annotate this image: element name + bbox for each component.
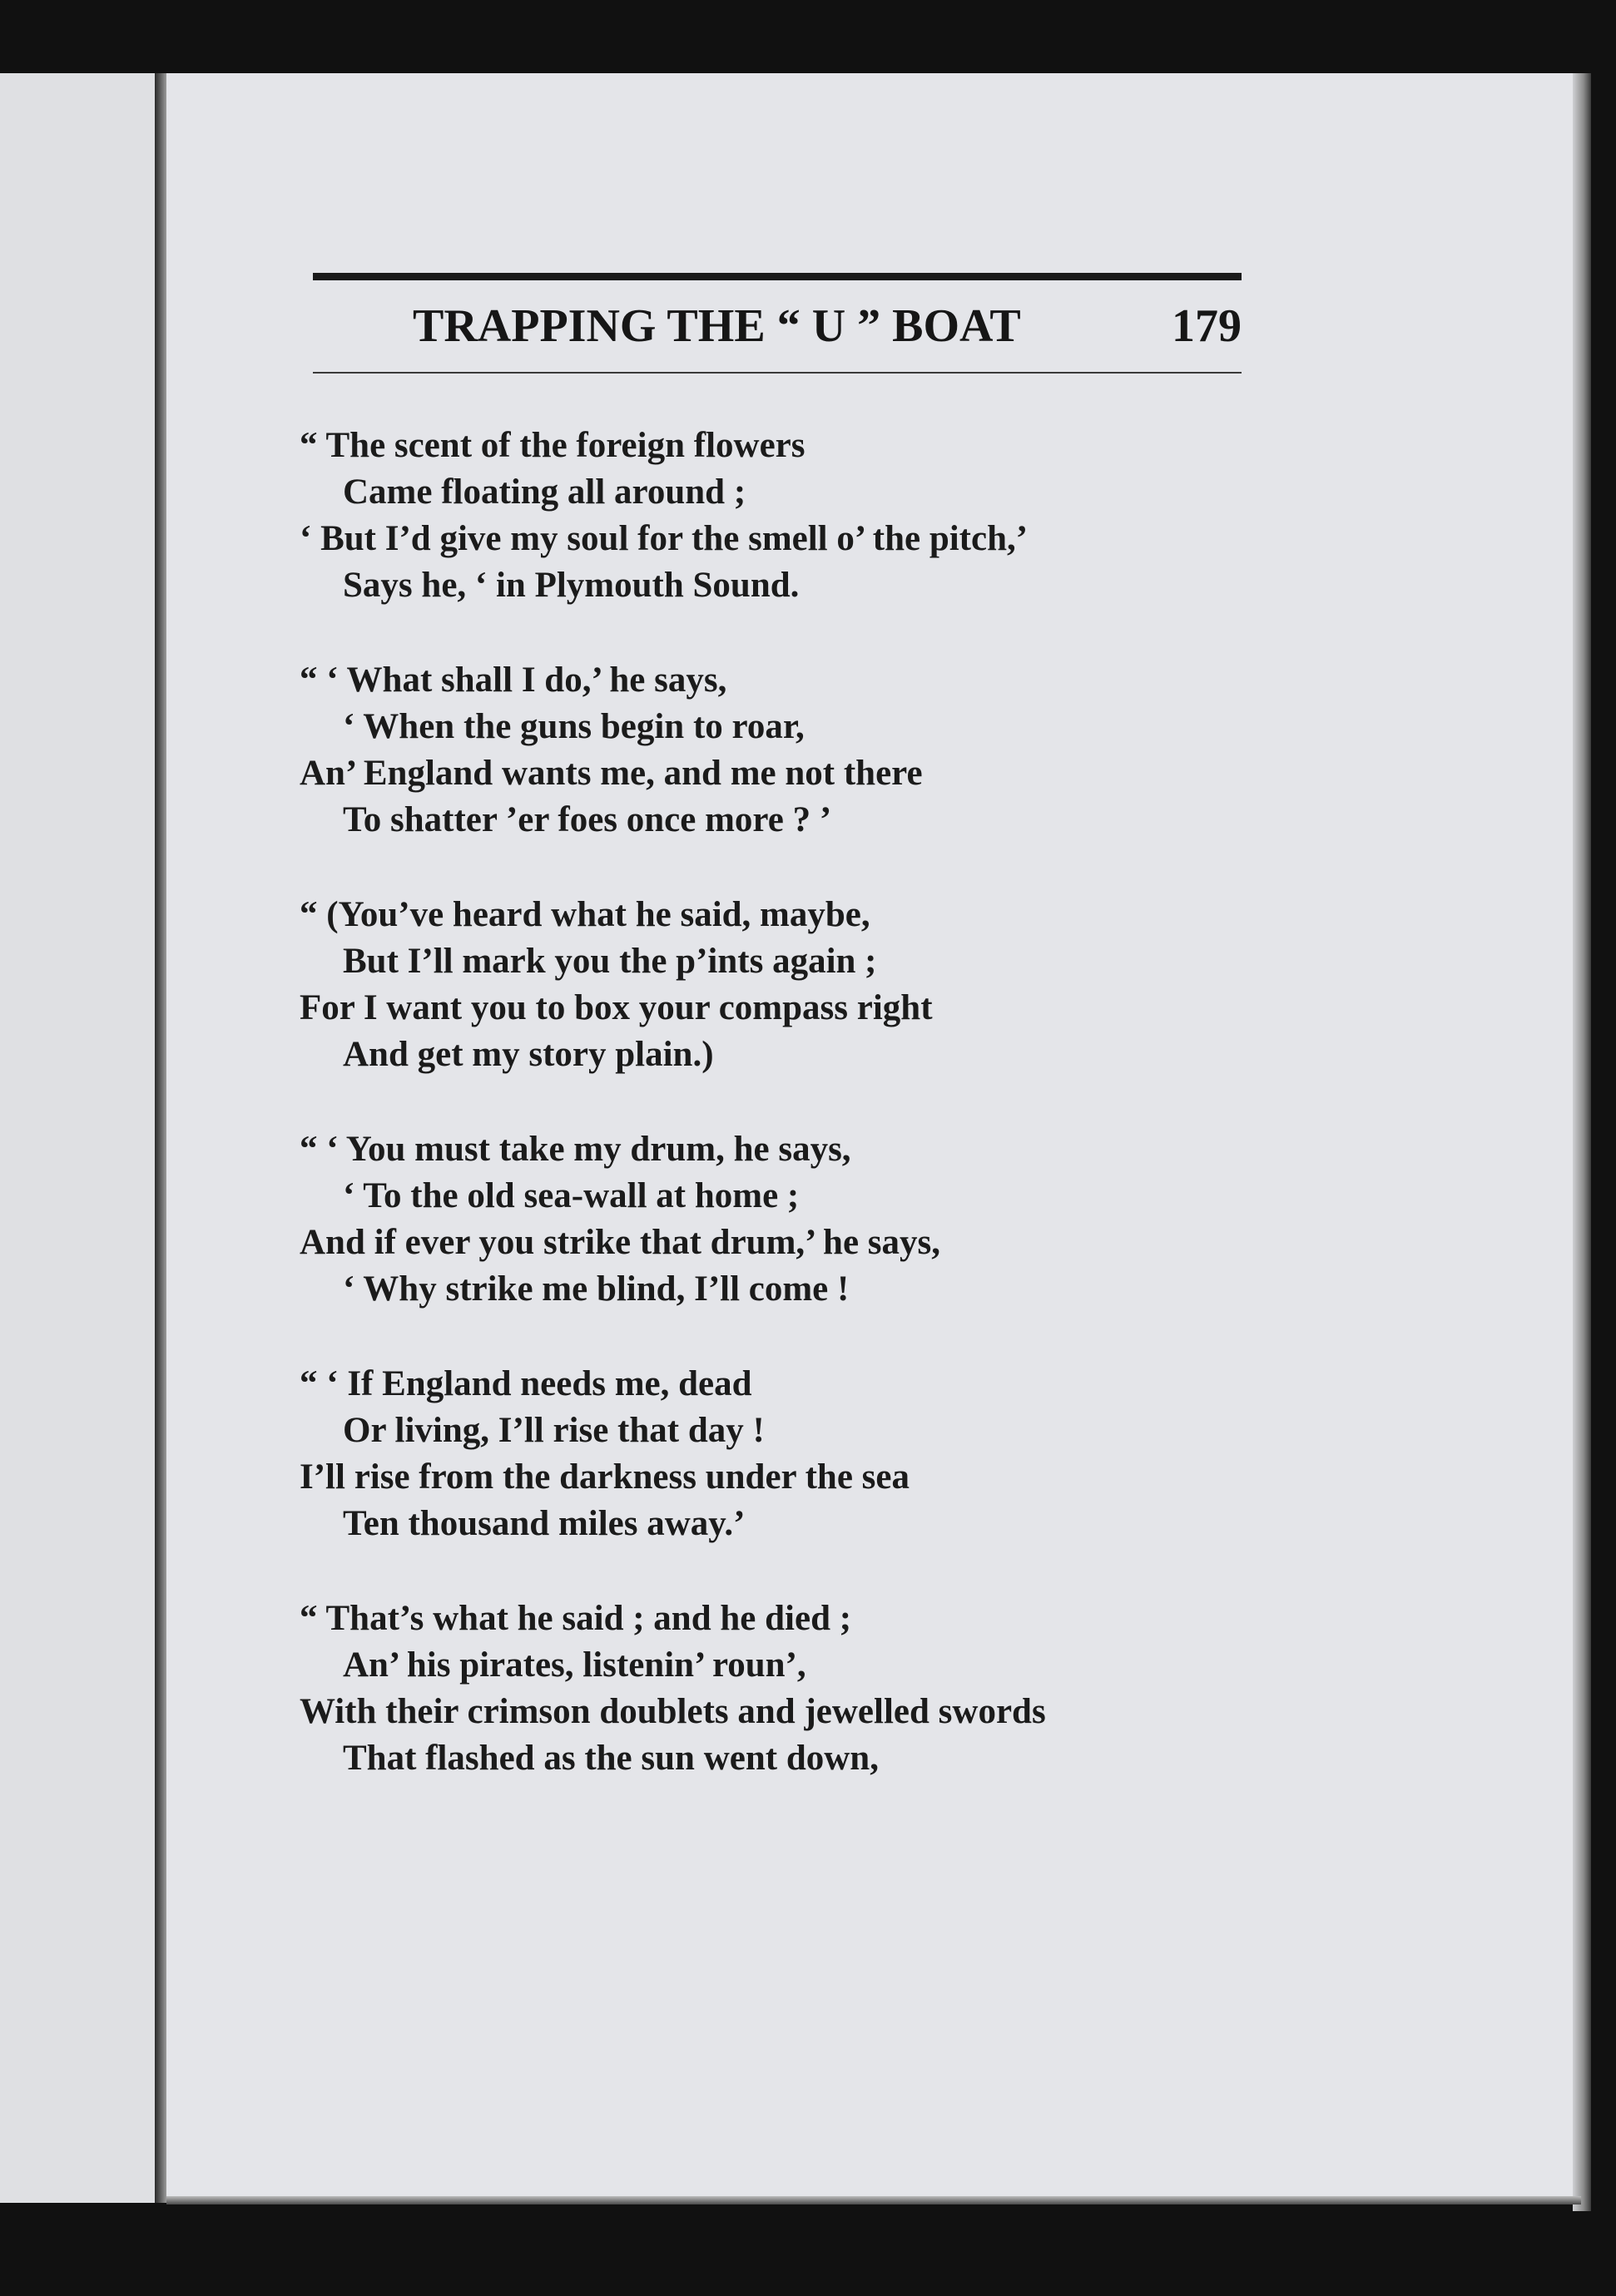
poem-line: With their crimson doublets and jewelled swords	[300, 1692, 1046, 1731]
poem-line: “ The scent of the foreign flowers	[300, 426, 806, 465]
stanza-3	[300, 892, 1248, 1078]
poem-line: ‘ To the old sea-wall at home ;	[343, 1176, 800, 1215]
poem-line: I’ll rise from the darkness under the sea	[300, 1457, 910, 1497]
poem-line: “ (You’ve heard what he said, maybe,	[300, 895, 870, 934]
previous-page-edge	[0, 73, 158, 2203]
poem-line: “ ‘ If England needs me, dead	[300, 1364, 752, 1403]
poem-line: An’ his pirates, listenin’ roun’,	[343, 1645, 806, 1685]
stanza-5	[300, 1361, 1248, 1547]
poem-text	[300, 423, 1248, 1830]
page-bottom-edge	[166, 2196, 1581, 2204]
poem-line: Ten thousand miles away.’	[343, 1504, 746, 1543]
poem-line: Or living, I’ll rise that day !	[343, 1411, 765, 1450]
poem-line: For I want you to box your compass right	[300, 988, 933, 1027]
stanza-1	[300, 423, 1248, 609]
page-number: 179	[1172, 300, 1242, 352]
running-head-title: TRAPPING THE “ U ” BOAT	[413, 300, 1021, 352]
poem-line: And if ever you strike that drum,’ he says,	[300, 1223, 941, 1262]
stanza-6	[300, 1596, 1248, 1782]
poem-line: To shatter ’er foes once more ? ’	[343, 800, 832, 839]
poem-line: But I’ll mark you the p’ints again ;	[343, 942, 877, 981]
stanza-2	[300, 657, 1248, 844]
poem-line: “ That’s what he said ; and he died ;	[300, 1599, 852, 1638]
poem-line: That flashed as the sun went down,	[343, 1739, 879, 1778]
poem-line: ‘ Why strike me blind, I’ll come !	[343, 1269, 850, 1309]
page-right-edge	[1573, 73, 1591, 2211]
poem-line: ‘ When the guns begin to roar,	[343, 707, 805, 746]
poem-line: “ ‘ What shall I do,’ he says,	[300, 661, 727, 700]
running-head	[313, 293, 1242, 359]
stanza-4	[300, 1126, 1248, 1313]
header-rule-top	[313, 273, 1242, 280]
header-rule-bottom	[313, 372, 1242, 374]
poem-line: An’ England wants me, and me not there	[300, 754, 923, 793]
poem-line: “ ‘ You must take my drum, he says,	[300, 1130, 851, 1169]
poem-line: ‘ But I’d give my soul for the smell o’ the pitch,’	[300, 519, 1029, 558]
poem-line: Came floating all around ;	[343, 473, 746, 512]
poem-line: And get my story plain.)	[343, 1035, 714, 1074]
book-gutter	[155, 73, 166, 2203]
poem-line: Says he, ‘ in Plymouth Sound.	[343, 566, 800, 605]
